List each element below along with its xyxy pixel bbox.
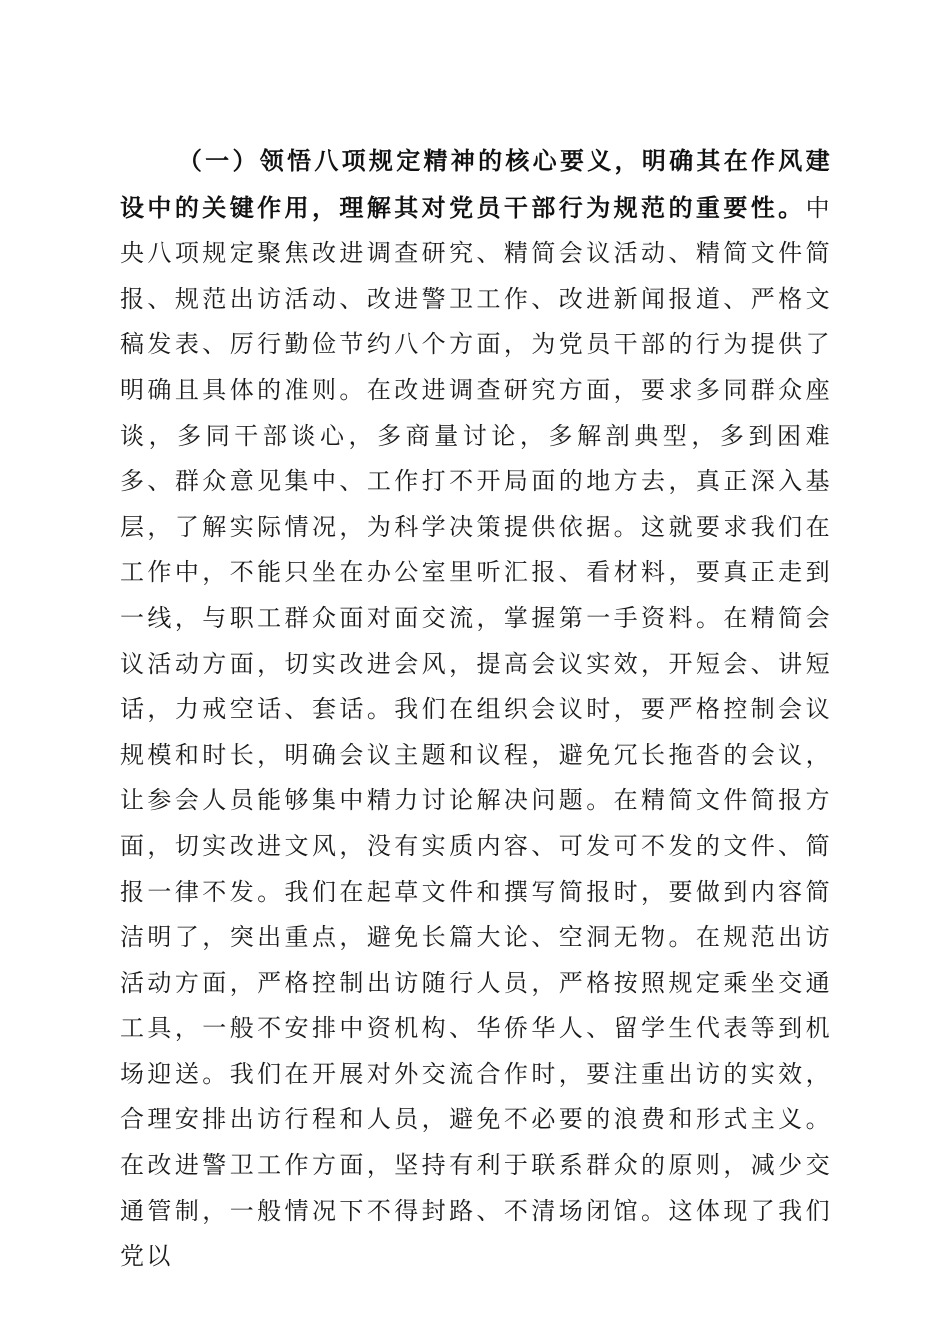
section-heading-sentence: （一）领悟八项规定精神的核心要义，明确其在作风建设中的关键作用，理解其对党员干部行为规范的重要性。	[120, 146, 832, 222]
paragraph-body: 中央八项规定聚焦改进调查研究、精简会议活动、精简文件简报、规范出访活动、改进警卫工作、改进新闻报道、严格文稿发表、厉行勤俭节约八个方面，为党员干部的行为提供了明确且具体的准则。在改进调查研究方面，要求多同群众座谈，多同干部谈心，多商量讨论，多解剖典型，多到困难多、群众意见集中、工作打不开局面的地方去，真正深入基层，了解实际情况，为科学决策提供依据。这就要求我们在工作中，不能只坐在办公室里听汇报、看材料，要真正走到一线，与职工群众面对面交流，掌握第一手资料。在精简会议活动方面，切实改进会风，提高会议实效，开短会、讲短话，力戒空话、套话。我们在组织会议时，要严格控制会议规模和时长，明确会议主题和议程，避免冗长拖沓的会议，让参会人员能够集中精力讨论解决问题。在精简文件简报方面，切实改进文风，没有实质内容、可发可不发的文件、简报一律不发。我们在起草文件和撰写简报时，要做到内容简洁明了，突出重点，避免长篇大论、空洞无物。在规范出访活动方面，严格控制出访随行人员，严格按照规定乘坐交通工具，一般不安排中资机构、华侨华人、留学生代表等到机场迎送。我们在开展对外交流合作时，要注重出访的实效，合理安排出访行程和人员，避免不必要的浪费和形式主义。在改进警卫工作方面，坚持有利于联系群众的原则，减少交通管制，一般情况下不得封路、不清场闭馆。这体现了我们党以	[120, 193, 832, 1271]
paragraph	[120, 138, 832, 1280]
